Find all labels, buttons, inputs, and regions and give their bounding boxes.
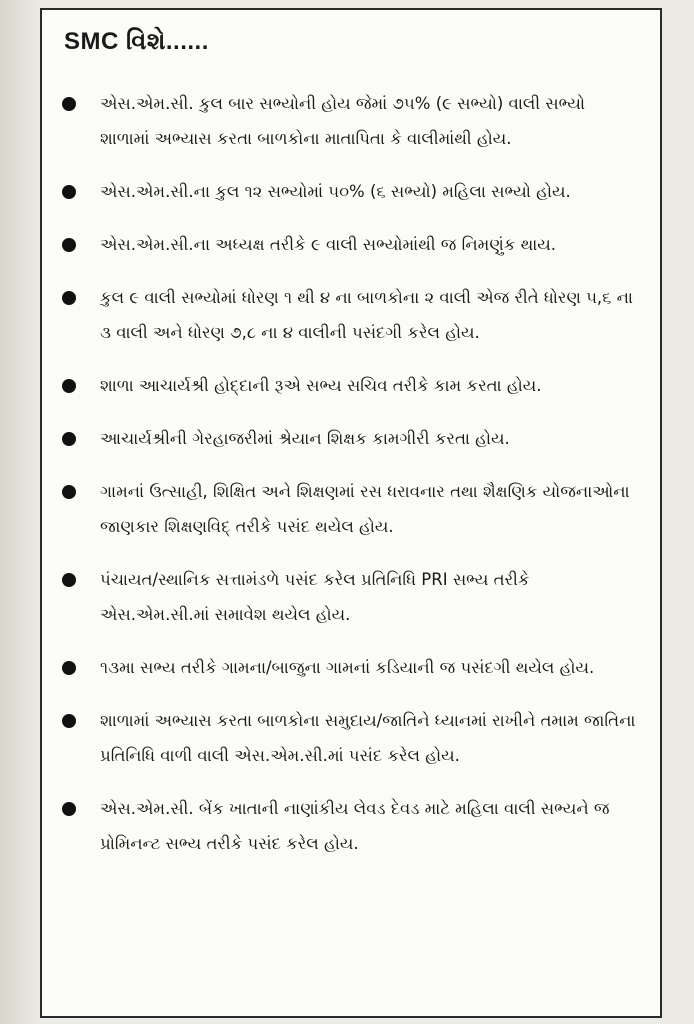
list-item-text: આચાર્યશ્રીની ગેરહાજરીમાં શ્રેયાન શિક્ષક કામગીરી કરતા હોય. <box>100 429 510 448</box>
bullet-icon <box>62 714 76 728</box>
bullet-icon <box>62 97 76 111</box>
list-item <box>62 650 638 685</box>
bullet-list <box>62 86 638 861</box>
list-item-text: ગામનાં ઉત્સાહી, શિક્ષિત અને શિક્ષણમાં રસ ધરાવનાર તથા શૈક્ષણિક યોજનાઓના જાણકાર શિક્ષણવિદ્ તરીકે પસંદ થયેલ હોય. <box>100 482 630 536</box>
bullet-icon <box>62 485 76 499</box>
bullet-icon <box>62 802 76 816</box>
page-title: SMC વિશે...... <box>64 28 209 55</box>
bullet-icon <box>62 238 76 252</box>
bullet-icon <box>62 379 76 393</box>
list-item <box>62 227 638 262</box>
list-item-text: શાળા આચાર્યશ્રી હોદ્દાની રૂએ સભ્ય સચિવ તરીકે કામ કરતા હોય. <box>100 376 542 395</box>
bullet-icon <box>62 185 76 199</box>
list-item <box>62 368 638 403</box>
bullet-icon <box>62 661 76 675</box>
list-item-text: એસ.એમ.સી.ના અધ્યક્ષ તરીકે ૯ વાલી સભ્યોમાંથી જ નિમણુંક થાય. <box>100 235 557 254</box>
list-item <box>62 791 638 861</box>
list-item <box>62 562 638 632</box>
list-item <box>62 280 638 350</box>
list-item-text: એસ.એમ.સી.ના કુલ ૧૨ સભ્યોમાં ૫૦% (૬ સભ્યો) મહિલા સભ્યો હોય. <box>100 182 571 201</box>
list-item-text: શાળામાં અભ્યાસ કરતા બાળકોના સમુદાય/જાતિને ધ્યાનમાં રાખીને તમામ જાતિના પ્રતિનિધિ વાળી વાલી એસ.એમ.સી.માં પસંદ કરેલ હોય. <box>100 711 636 765</box>
list-item-text: કુલ ૯ વાલી સભ્યોમાં ધોરણ ૧ થી ૪ ના બાળકોના ૨ વાલી એજ રીતે ધોરણ ૫,૬ ના ૩ વાલી અને ધોરણ ૭,૮ ના ૪ વાલીની પસંદગી કરેલ હોય. <box>100 288 633 342</box>
bullet-icon <box>62 573 76 587</box>
document-sheet <box>40 8 662 1018</box>
list-item <box>62 86 638 156</box>
list-item <box>62 421 638 456</box>
list-item-text: ૧૩મા સભ્ય તરીકે ગામના/બાજુના ગામનાં કડિયાની જ પસંદગી થયેલ હોય. <box>100 658 595 677</box>
list-item <box>62 474 638 544</box>
list-item-text: પંચાયત/સ્થાનિક સત્તામંડળે પસંદ કરેલ પ્રતિનિધિ PRI સભ્ય તરીકે એસ.એમ.સી.માં સમાવેશ થયેલ હોય. <box>100 570 530 624</box>
list-item <box>62 703 638 773</box>
bullet-icon <box>62 432 76 446</box>
list-item <box>62 174 638 209</box>
list-item-text: એસ.એમ.સી. બેંક ખાતાની નાણાંકીય લેવડ દેવડ માટે મહિલા વાલી સભ્યને જ પ્રોમિનન્ટ સભ્ય તરીકે પસંદ કરેલ હોય. <box>100 799 610 853</box>
list-item-text: એસ.એમ.સી. કુલ બાર સભ્યોની હોય જેમાં ૭૫% (૯ સભ્યો) વાલી સભ્યો શાળામાં અભ્યાસ કરતા બાળકોના માતાપિતા કે વાલીમાંથી હોય. <box>100 94 586 148</box>
page-edge-shadow <box>0 0 40 1024</box>
bullet-icon <box>62 291 76 305</box>
